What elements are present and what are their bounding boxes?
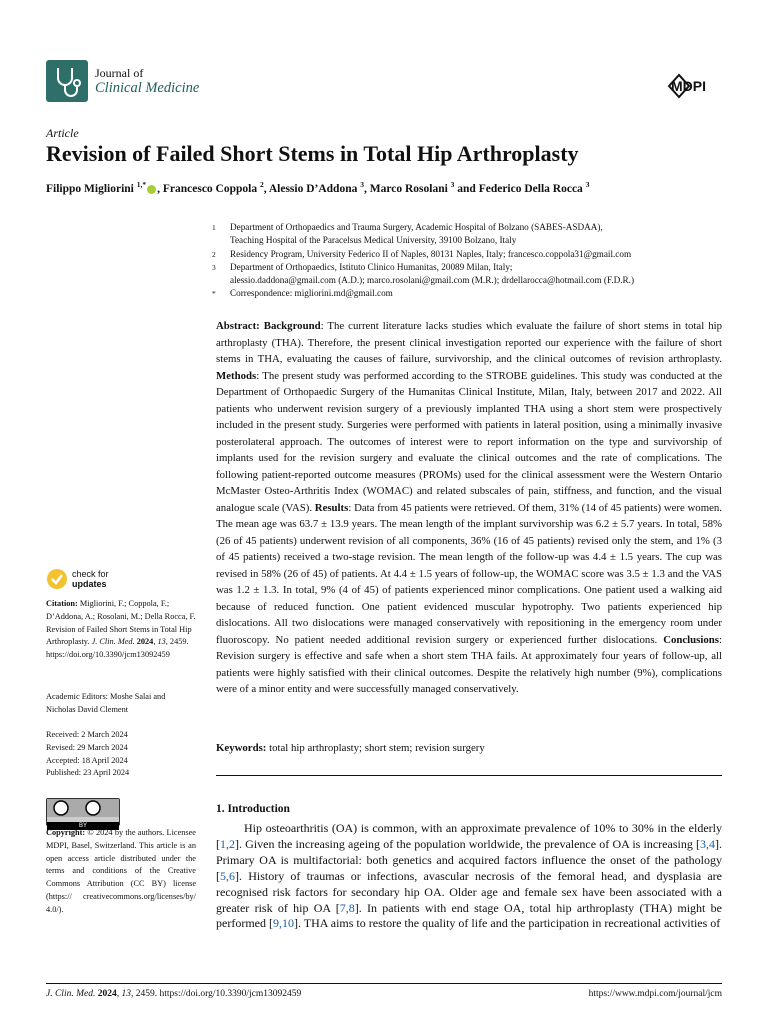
- results-label: Results: [314, 501, 349, 514]
- footer-journal-url[interactable]: https://www.mdpi.com/journal/jcm: [588, 989, 722, 999]
- citation-rest: , 2459. https://doi.org/10.3390/jcm13092459: [46, 637, 189, 660]
- affiliation: [212, 287, 732, 300]
- section-heading: 1. Introduction: [216, 803, 290, 815]
- background-text: : The current literature lacks studies which evaluate the failure of short stems in total hip arthroplasty (THA). Therefore, the present clinical investigation reported our experience with the failure of short stems in THA, evaluating the causes of failure, survivorship, and the clinical outcomes of revision arthroplasty.: [216, 320, 723, 365]
- author-name[interactable]: Federico Della Rocca: [478, 182, 583, 195]
- author-name[interactable]: Francesco Coppola: [162, 182, 258, 195]
- intro-text: ]. History of traumas or infections, avascular necrosis of the femoral head, and dysplasia are recognised risk factors for secondary hip OA. Older age and female sex have been associated with a greater risk of hip OA [: [216, 868, 722, 915]
- conclusions-label: Conclusions: [663, 633, 719, 646]
- intro-text: ]. Primary OA is multifactorial: both genetics and acquired factors influence the onset of the pathology [: [216, 836, 722, 883]
- journal-name: Clinical Medicine: [95, 80, 200, 96]
- intro-text: Hip osteoarthritis (OA) is common, with an approximate prevalence of 10% to 30% in the elderly [: [216, 821, 722, 851]
- cc-label: BY: [47, 822, 119, 830]
- author-affil: 2: [259, 180, 264, 189]
- author-name[interactable]: Marco Rosolani: [369, 182, 448, 195]
- affiliation-num: *: [212, 289, 216, 299]
- affiliation: [212, 221, 732, 248]
- copyright: [46, 827, 196, 917]
- affiliation-num: 2: [212, 249, 216, 259]
- footer-doi[interactable]: , 2459. https://doi.org/10.3390/jcm13092459: [130, 989, 302, 999]
- author-name[interactable]: Alessio D’Addona: [268, 182, 358, 195]
- affiliation-line: Department of Orthopaedics and Trauma Surgery, Academic Hospital of Bolzano (SABES-ASDAA),: [230, 222, 603, 232]
- footer-divider: [46, 983, 722, 984]
- abstract-label: Abstract:: [216, 320, 260, 332]
- date-received: Received: 2 March 2024: [46, 730, 128, 739]
- intro-text: ]. THA aims to restore the quality of life and the participation in recreational activities of: [293, 916, 721, 931]
- affiliation-line: alessio.daddona@gmail.com (A.D.); marco.rosolani@gmail.com (M.R.); drdellarocca@hotmail.com (F.D.R.): [230, 275, 635, 286]
- citation-vol: , 13: [153, 637, 166, 647]
- affiliation-line: Residency Program, University Federico II of Naples, 80131 Naples, Italy; francesco.coppola31@gmail.com: [230, 248, 632, 259]
- journal-of: Journal of: [95, 66, 144, 80]
- footer-vol: , 13: [116, 989, 131, 999]
- affiliations: [212, 221, 732, 301]
- intro-paragraph: [216, 821, 722, 932]
- article-type: Article: [46, 126, 79, 140]
- author-affil: 3: [585, 180, 590, 189]
- citation-ref[interactable]: 1,2: [220, 836, 235, 851]
- results-text: : Data from 45 patients were retrieved. Of them, 31% (14 of 45 patients) were women. The mean age was 63.7 ± 13.9 years. The mean length of the implant survivorship was 6.2 ± 5.7 years. In total, 58% (26 of 45 patients) underwent revision of all components, 36% (16 of 45 patients) revised only the stem, and 1% (3 of 45 patients) received a two-stage revision. The mean length of the follow-up was 4.4 ± 1.5 years. The cup was revised in 58% (26 of 45) of patients. At 4.4 ± 1.5 years of follow-up, the WOMAC score was 3.5 ± 1.3 and the VAS was 1.2 ± 1.3. In total, 9% (4 of 45) of patients experienced minor complications. One patient used a walking aid because of reduced function. One patient evidenced muscular hypotrophy. Two patients experienced hip dislocations. All two dislocations were managed conservatively with repositioning in the emergency room under fluoroscopy. No patient needed additional revision surgery or experienced further dislocations.: [216, 501, 722, 646]
- check-line1: check for: [72, 569, 109, 579]
- keywords-text: total hip arthroplasty; short stem; revision surgery: [266, 742, 485, 754]
- dates: [46, 729, 196, 780]
- keywords-label: Keywords:: [216, 742, 267, 754]
- affiliation-line: Correspondence: migliorini.md@gmail.com: [230, 288, 393, 299]
- citation-ref[interactable]: 3,4: [700, 836, 715, 851]
- citation: [46, 598, 196, 662]
- page-footer: [46, 989, 722, 999]
- citation-year: 2024: [134, 637, 154, 647]
- affiliation-num: 1: [212, 223, 216, 232]
- footer-journal: J. Clin. Med.: [46, 989, 96, 999]
- mdpi-logo: [665, 72, 721, 105]
- keywords: [216, 742, 722, 754]
- footer-year: 2024: [95, 989, 117, 999]
- cc-icon: [47, 799, 119, 817]
- affiliation: [212, 248, 732, 261]
- author-affil: 3: [360, 180, 364, 189]
- intro-text: ]. In patients with end stage OA, total hip arthroplasty (THA) might be performed [: [216, 900, 722, 931]
- citation-label: Citation:: [46, 599, 78, 608]
- citation-ref[interactable]: 7,8: [339, 900, 355, 915]
- citation-ref[interactable]: 5,6: [220, 868, 235, 883]
- stethoscope-icon: [46, 60, 88, 102]
- background-label: Background: [263, 320, 321, 332]
- copyright-label: Copyright:: [46, 828, 86, 837]
- footer-citation: [46, 989, 301, 999]
- affiliation: [212, 261, 732, 288]
- author-affil: 3: [450, 180, 455, 189]
- affiliation-line: Teaching Hospital of the Paracelsus Medical University, 39100 Bolzano, Italy: [230, 235, 517, 246]
- journal-logo: [46, 60, 88, 102]
- author-affil: 1,*: [136, 180, 147, 189]
- intro-text: ]. Given the increasing ageing of the population worldwide, the prevalence of OA is increasing [: [235, 836, 700, 851]
- check-for-updates-badge[interactable]: [46, 568, 109, 590]
- author-list: Filippo Migliorini $^{1,*}$ , Francesco Coppola $^2$, Alessio D’Addona $^3$, Marco Rosolani $^3$ and Federico Della Rocca $^3$: [46, 180, 590, 195]
- academic-editors: Academic Editors: Moshe Salai and Nicholas David Clement: [46, 692, 166, 714]
- conclusions-text: : Revision surgery is effective and safe when a short stem THA fails. At approximately four years of follow-up, all patients were highly satisfied with their clinical outcomes. Despite the relatively high number (9%), complications were of a minor entity and were successfully managed conservatively.: [216, 633, 722, 695]
- citation-text: Migliorini, F.; Coppola, F.; D’Addona, A.; Rosolani, M.; Della Rocca, F. Revision of Failed Short Stems in Total Hip Arthroplasty.: [46, 599, 196, 647]
- citation-journal: J. Clin. Med.: [91, 637, 135, 647]
- check-updates-icon: [46, 568, 68, 590]
- methods-text: : The present study was performed according to the STROBE guidelines. This study was conducted at the Department of Orthopaedic Surgery of the Humanitas Clinical Institute, Milan, Italy, between 2017 and 2022. All patients who underwent revision surgery of a previously implanted THA using a short stem were prospectively included in the present study. Surgeries were performed with patients in lateral position, using a minimally invasive posterolateral approach. The outcomes of interest were to report information on the type and survivorship of implants used for the revision surgery and evaluate the clinical outcomes and the rate of complications. The following patient-reported outcome measures (PROMs) used for the clinical assessment were the Western Ontario McMaster Osteo-Arthritis Index (WOMAC) and related subscales of pain, stiffness, and function, and the visual analogue scale (VAS).: [216, 369, 722, 514]
- check-line2: updates: [72, 579, 107, 589]
- divider: [216, 775, 722, 776]
- orcid-icon[interactable]: [147, 185, 156, 194]
- citation-ref[interactable]: 9,10: [272, 916, 294, 931]
- author-name[interactable]: Filippo Migliorini: [46, 182, 134, 195]
- date-published: Published: 23 April 2024: [46, 768, 130, 778]
- date-accepted: Accepted: 18 April 2024: [46, 755, 128, 765]
- date-revised: Revised: 29 March 2024: [46, 742, 128, 752]
- publisher-name: MDPI: [671, 78, 706, 94]
- methods-label: Methods: [216, 369, 257, 382]
- copyright-text: © 2024 by the authors. Licensee MDPI, Basel, Switzerland. This article is an open access article distributed under the terms and conditions of the Creative Commons Attribution (CC BY) license (https:// creativecommons.org/licenses/by/ 4.0/).: [46, 828, 196, 914]
- affiliation-line: Department of Orthopaedics, Istituto Clinico Humanitas, 20089 Milan, Italy;: [230, 261, 513, 272]
- affiliation-num: 3: [212, 262, 216, 272]
- cc-by-license-badge[interactable]: [46, 798, 120, 829]
- abstract: [216, 318, 722, 698]
- article-title: Revision of Failed Short Stems in Total Hip Arthroplasty: [46, 141, 579, 166]
